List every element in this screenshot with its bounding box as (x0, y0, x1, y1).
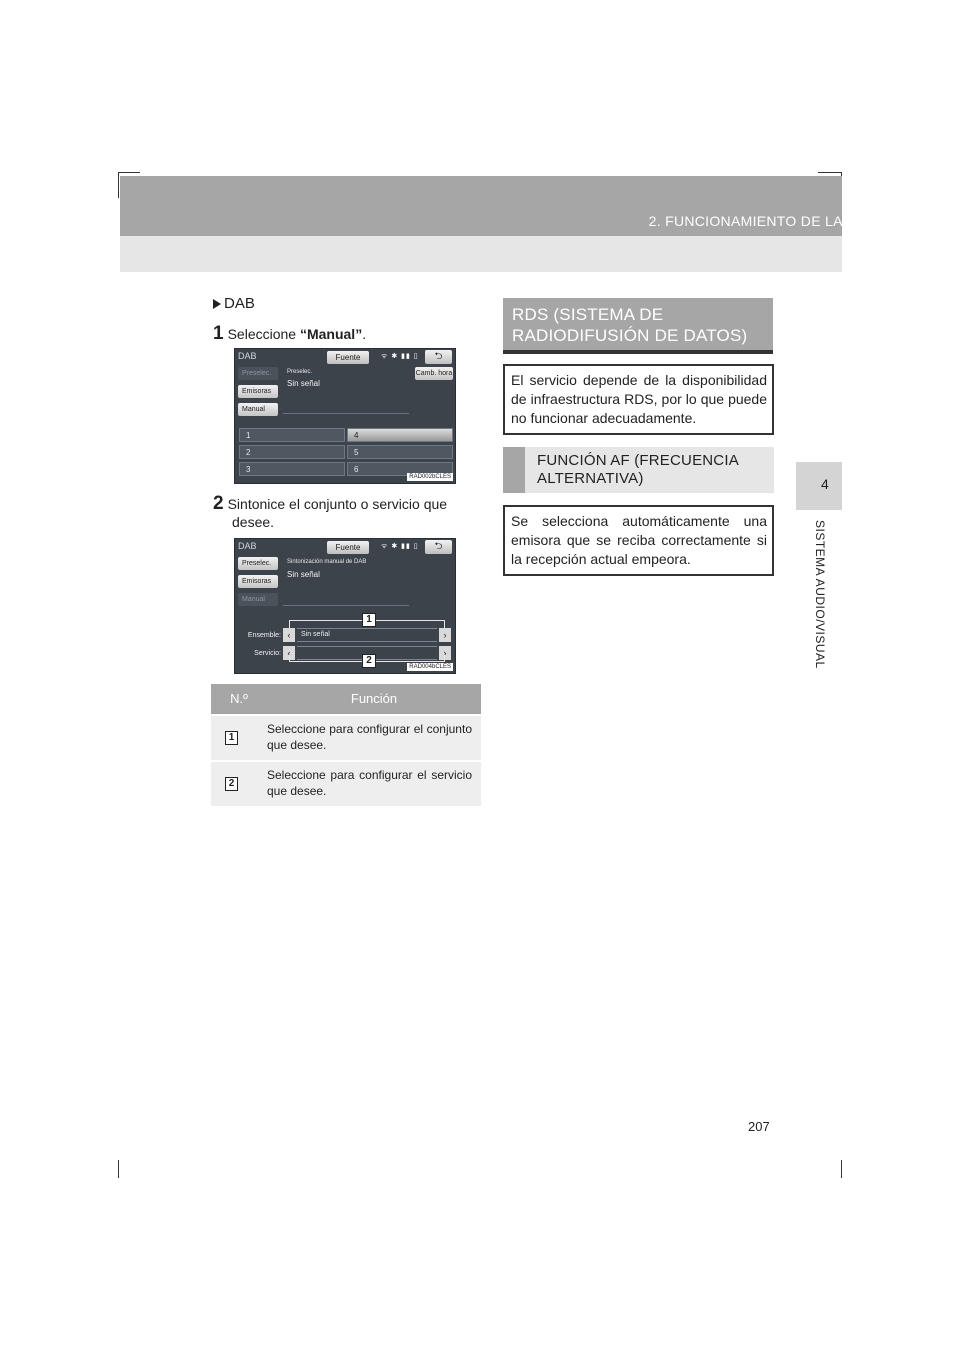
signal-status: Sin señal (287, 570, 320, 579)
image-code: RAD002bCLES (409, 474, 451, 480)
section-header-title: 2. FUNCIONAMIENTO DE LA RADIO (648, 213, 892, 229)
divider (283, 413, 409, 414)
crop-mark (118, 172, 119, 198)
emisoras-button: Emisoras (238, 385, 278, 398)
header-function: Función (350, 691, 398, 706)
step-text: Sintonice el conjunto o servicio que (227, 496, 448, 512)
step-emphasis: “Manual” (299, 326, 363, 342)
manual-button: Manual (238, 403, 278, 416)
ensemble-next-icon: › (439, 628, 451, 642)
step-1 (213, 324, 366, 344)
table-row (211, 714, 481, 760)
preset-3: 3 (239, 462, 345, 476)
ensemble-field: Sin señal (297, 628, 437, 642)
rds-heading-line2: RADIODIFUSIÓN DE DATOS) (512, 326, 748, 345)
screenshot-dab-preset (234, 348, 456, 484)
triangle-bullet-icon (213, 299, 221, 309)
service-prev-icon: ‹ (283, 646, 295, 660)
af-info-box: Se selecciona automáticamente una emisora que se reciba correctamente si la recepción actual empeora. (503, 505, 774, 576)
ensemble-prev-icon: ‹ (283, 628, 295, 642)
preset-6: 6 (347, 462, 453, 476)
preselec-button: Preselec. (238, 557, 278, 570)
callout-2: 2 (362, 654, 376, 668)
chapter-label-text: SISTEMA AUDIO/VISUAL (813, 520, 827, 669)
step-2-continuation: desee. (232, 514, 275, 530)
image-code: RAD004bCLES (409, 664, 451, 670)
header-band-light (120, 236, 842, 272)
divider (283, 605, 409, 606)
manual-caption: Sintonización manual de DAB (287, 559, 367, 565)
rds-section-heading (503, 298, 773, 354)
source-button: Fuente (327, 351, 369, 364)
dab-heading-text: DAB (224, 295, 255, 312)
change-time-button: Camb. hora (415, 367, 453, 380)
preset-4: 4 (347, 428, 453, 442)
preset-5: 5 (347, 445, 453, 459)
step-2 (213, 494, 481, 514)
screen-title: DAB (238, 351, 257, 361)
crop-mark (818, 172, 841, 173)
preselec-button: Preselec. (238, 367, 278, 380)
step-number: 2 (213, 493, 224, 514)
back-icon: ⮌ (425, 540, 452, 554)
emisoras-button: Emisoras (238, 575, 278, 588)
preset-1: 1 (239, 428, 345, 442)
crop-mark (118, 172, 140, 173)
rds-info-box: El servicio depende de la disponibilidad de infraestructura RDS, por lo que puede no funcionar adecuadamente. (503, 364, 774, 435)
status-icons: ᯤ ✱ ▮▮ ▯ (381, 353, 419, 360)
row-number-cell (211, 762, 267, 806)
table-row (211, 760, 481, 806)
row-number-cell (211, 716, 267, 760)
callout-number: 1 (225, 731, 238, 745)
row-text: Seleccione para configurar el servicio que desee. (267, 768, 472, 798)
crop-mark (118, 1160, 119, 1178)
screen-title: DAB (238, 541, 257, 551)
af-subheading-text (537, 452, 739, 488)
chapter-tab (796, 462, 842, 510)
af-subheading (503, 447, 774, 493)
rds-heading-line1: RDS (SISTEMA DE (512, 305, 664, 324)
header-number: N.º (230, 691, 248, 706)
preset-caption: Preselec. (287, 369, 313, 375)
crop-mark (841, 1160, 842, 1178)
subheading-bar (503, 447, 525, 493)
callout-1: 1 (362, 613, 376, 627)
back-icon: ⮌ (425, 350, 452, 364)
status-icons: ᯤ ✱ ▮▮ ▯ (381, 543, 419, 550)
table-header (211, 684, 481, 714)
manual-button: Manual (238, 593, 278, 606)
callout-number: 2 (225, 777, 238, 791)
chapter-number: 4 (821, 476, 829, 492)
signal-status: Sin señal (287, 379, 320, 388)
source-button: Fuente (327, 541, 369, 554)
step-punct: . (362, 326, 367, 342)
preset-2: 2 (239, 445, 345, 459)
chapter-label (805, 520, 835, 680)
af-heading-line2: ALTERNATIVA) (537, 470, 644, 487)
step-text: Seleccione (227, 326, 300, 342)
af-heading-line1: FUNCIÓN AF (FRECUENCIA (537, 452, 739, 469)
page-number: 207 (748, 1119, 770, 1134)
service-label: Servicio: (254, 650, 281, 657)
screenshot-dab-manual (234, 538, 456, 674)
service-next-icon: › (439, 646, 451, 660)
row-text: Seleccione para configurar el conjunto que desee. (267, 722, 472, 752)
ensemble-label: Ensemble: (247, 632, 281, 639)
function-table (211, 684, 481, 806)
step-number: 1 (213, 323, 224, 344)
dab-heading (213, 295, 255, 312)
